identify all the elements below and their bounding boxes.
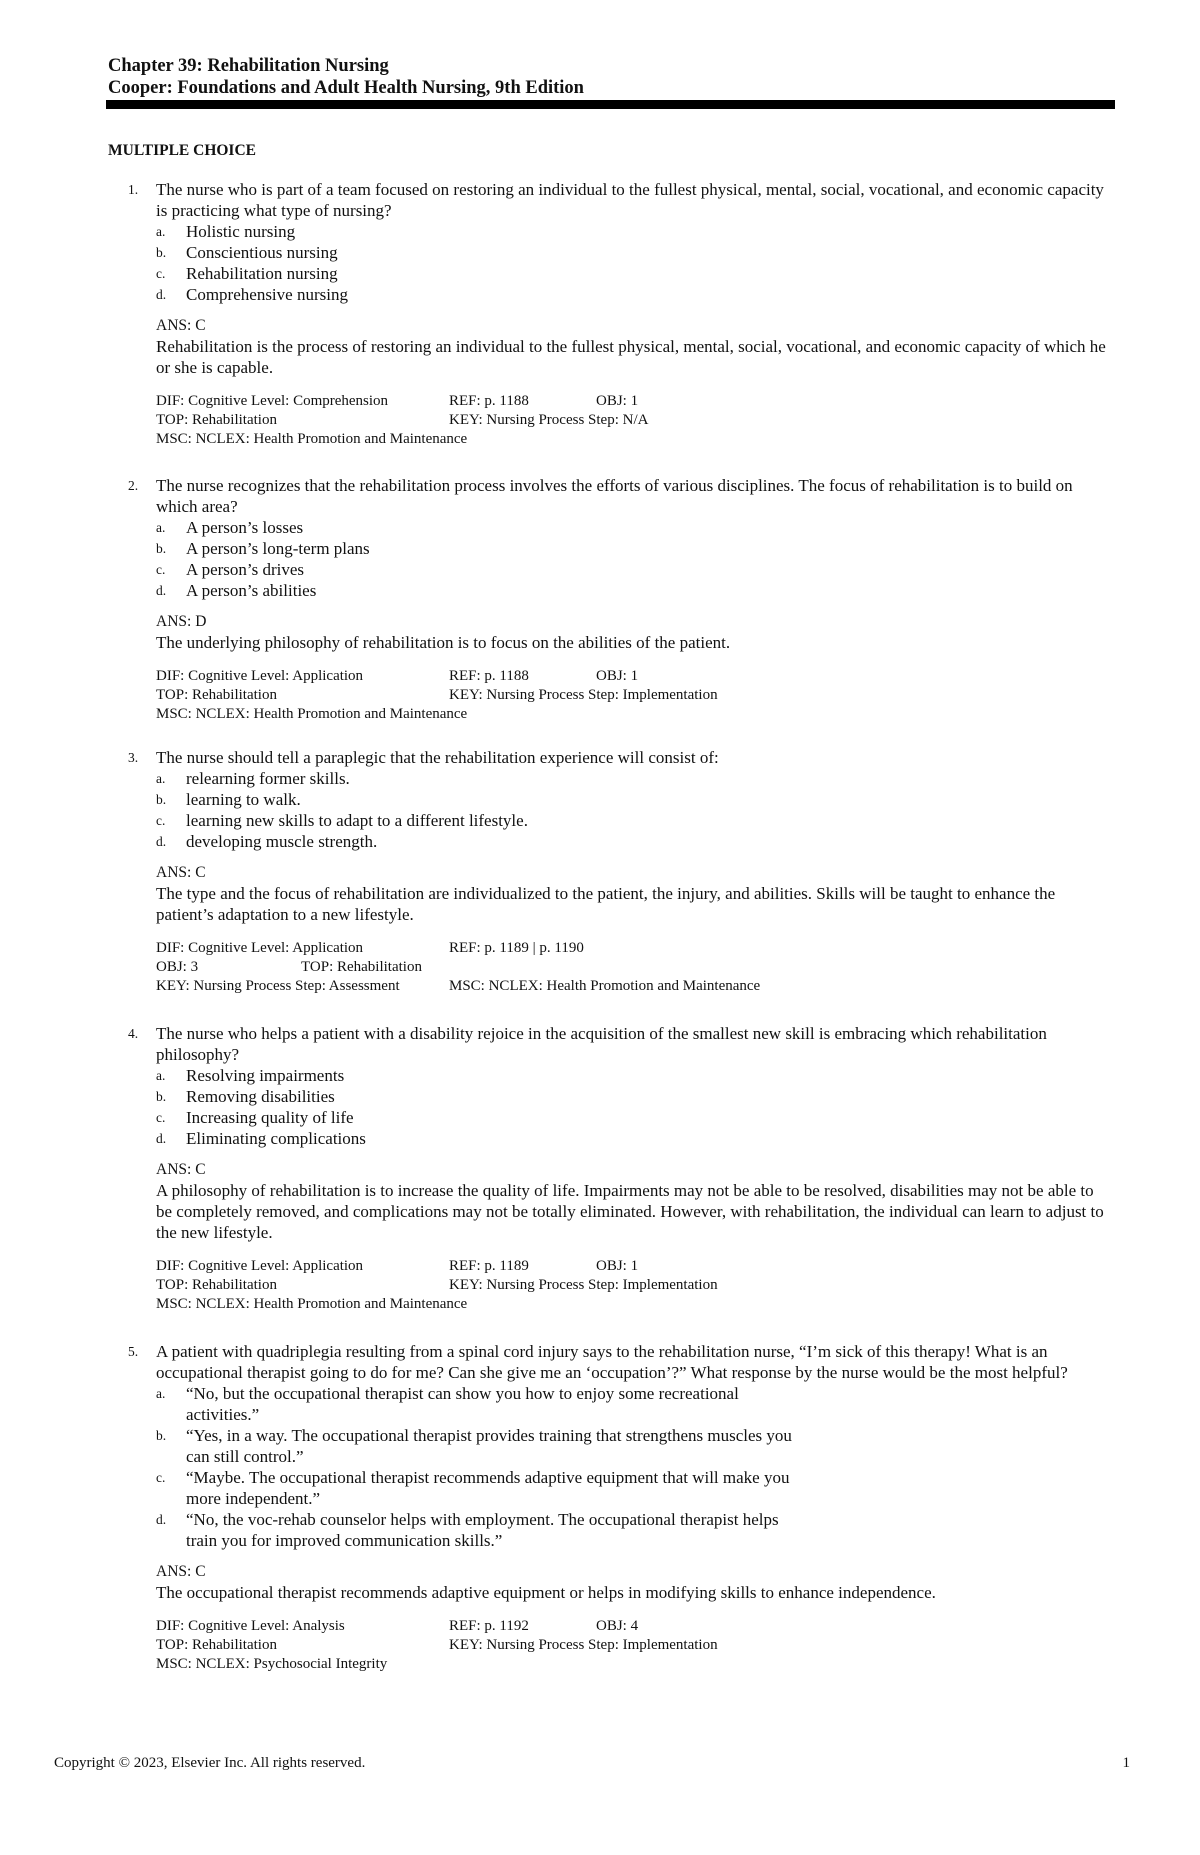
option-text: “No, but the occupational therapist can show you how to enjoy some recreational activities.” — [186, 1384, 739, 1424]
meta-dif: DIF: Cognitive Level: Application — [156, 1258, 364, 1274]
meta-ref: REF: p. 1188 — [449, 668, 529, 684]
meta-key: KEY: Nursing Process Step: Assessment — [156, 978, 400, 994]
question-number: 3. — [128, 750, 139, 765]
option-d — [156, 284, 1111, 305]
answer-options — [156, 517, 1111, 601]
question-metadata — [156, 1617, 1056, 1675]
copyright-notice: Copyright © 2023, Elsevier Inc. All rights reserved. — [54, 1755, 366, 1771]
question-metadata — [156, 1257, 1056, 1315]
option-text: Conscientious nursing — [186, 243, 338, 262]
meta-msc: MSC: NCLEX: Health Promotion and Maintenance — [449, 978, 761, 994]
meta-obj: OBJ: 1 — [596, 1258, 639, 1274]
option-d — [156, 1128, 1111, 1149]
header-rule — [106, 100, 1115, 109]
option-letter: d. — [156, 1512, 167, 1527]
option-text: developing muscle strength. — [186, 832, 378, 851]
answer-options — [156, 221, 1111, 305]
meta-dif: DIF: Cognitive Level: Analysis — [156, 1618, 345, 1634]
meta-ref: REF: p. 1192 — [449, 1618, 529, 1634]
meta-key: KEY: Nursing Process Step: Implementation — [449, 1637, 718, 1653]
option-letter: a. — [156, 1068, 166, 1083]
question-4 — [0, 1023, 1200, 1315]
option-letter: a. — [156, 224, 166, 239]
option-letter: a. — [156, 520, 166, 535]
option-text: learning new skills to adapt to a different lifestyle. — [186, 811, 528, 830]
option-letter: b. — [156, 541, 167, 556]
answer-key: ANS: C — [156, 317, 206, 334]
option-a — [156, 768, 1111, 789]
option-letter: c. — [156, 266, 166, 281]
rationale: The underlying philosophy of rehabilitation is to focus on the abilities of the patient. — [156, 633, 731, 652]
option-letter: a. — [156, 771, 166, 786]
page-footer — [54, 1755, 1130, 1772]
rationale: A philosophy of rehabilitation is to increase the quality of life. Impairments may not be able to be resolved, disabilities may not be able to be completely removed, and complications may not be totally eliminated. However, with rehabilitation, the individual can learn to adjust to the new lifestyle. — [156, 1181, 1104, 1242]
section-title: MULTIPLE CHOICE — [108, 142, 256, 159]
meta-obj: OBJ: 1 — [596, 668, 639, 684]
question-metadata — [156, 667, 1056, 725]
option-b — [156, 1425, 806, 1467]
meta-obj: OBJ: 4 — [596, 1618, 639, 1634]
option-text: Comprehensive nursing — [186, 285, 348, 304]
book-title: Cooper: Foundations and Adult Health Nursing, 9th Edition — [108, 78, 584, 98]
option-c — [156, 1107, 1111, 1128]
option-text: Increasing quality of life — [186, 1108, 354, 1127]
meta-obj: OBJ: 3 — [156, 959, 199, 975]
question-3 — [0, 747, 1200, 997]
option-c — [156, 559, 1111, 580]
option-letter: d. — [156, 287, 167, 302]
option-letter: d. — [156, 834, 167, 849]
meta-key: KEY: Nursing Process Step: Implementation — [449, 1277, 718, 1293]
option-text: learning to walk. — [186, 790, 301, 809]
meta-key: KEY: Nursing Process Step: N/A — [449, 412, 649, 428]
question-stem: The nurse should tell a paraplegic that the rehabilitation experience will consist of: — [156, 748, 719, 767]
option-b — [156, 789, 1111, 810]
question-1 — [0, 179, 1200, 450]
meta-key: KEY: Nursing Process Step: Implementation — [449, 687, 718, 703]
meta-obj: OBJ: 1 — [596, 393, 639, 409]
meta-dif: DIF: Cognitive Level: Application — [156, 668, 364, 684]
option-letter: c. — [156, 1110, 166, 1125]
option-c — [156, 263, 1111, 284]
option-text: A person’s abilities — [186, 581, 317, 600]
question-number: 1. — [128, 182, 139, 197]
meta-top: TOP: Rehabilitation — [156, 412, 277, 428]
option-letter: c. — [156, 1470, 166, 1485]
meta-top: TOP: Rehabilitation — [156, 687, 277, 703]
option-letter: b. — [156, 1428, 167, 1443]
meta-dif: DIF: Cognitive Level: Comprehension — [156, 393, 389, 409]
option-letter: b. — [156, 792, 167, 807]
meta-msc: MSC: NCLEX: Health Promotion and Maintenance — [156, 706, 468, 722]
option-d — [156, 580, 1111, 601]
option-d — [156, 831, 1111, 852]
option-text: “No, the voc-rehab counselor helps with employment. The occupational therapist helps train you for improved communication skills.” — [186, 1510, 779, 1550]
chapter-title: Chapter 39: Rehabilitation Nursing — [108, 56, 389, 76]
rationale: The type and the focus of rehabilitation are individualized to the patient, the injury, and abilities. Skills will be taught to enhance the patient’s adaptation to a new lifestyle. — [156, 884, 1056, 924]
question-number: 2. — [128, 478, 139, 493]
question-metadata — [156, 392, 1056, 450]
answer-key: ANS: C — [156, 1563, 206, 1580]
option-text: Eliminating complications — [186, 1129, 366, 1148]
meta-ref: REF: p. 1189 | p. 1190 — [449, 940, 584, 956]
page-number: 1 — [1122, 1755, 1130, 1771]
page-header — [108, 55, 1114, 99]
question-stem: A patient with quadriplegia resulting from a spinal cord injury says to the rehabilitation nurse, “I’m sick of this therapy! What is an occupational therapist going to do for me? Can she give me an ‘occupation’?” What response by the nurse would be the most helpful? — [156, 1342, 1068, 1382]
option-c — [156, 810, 1111, 831]
option-text: A person’s losses — [186, 518, 304, 537]
question-5 — [0, 1341, 1200, 1675]
meta-msc: MSC: NCLEX: Psychosocial Integrity — [156, 1656, 388, 1672]
option-letter: d. — [156, 1131, 167, 1146]
option-b — [156, 242, 1111, 263]
option-letter: b. — [156, 245, 167, 260]
question-metadata — [156, 939, 1056, 997]
answer-options — [156, 1383, 1111, 1551]
question-stem: The nurse who helps a patient with a disability rejoice in the acquisition of the smallest new skill is embracing which rehabilitation philosophy? — [156, 1024, 1047, 1064]
question-stem: The nurse who is part of a team focused on restoring an individual to the fullest physical, mental, social, vocational, and economic capacity is practicing what type of nursing? — [156, 180, 1104, 220]
meta-top: TOP: Rehabilitation — [301, 959, 422, 975]
meta-ref: REF: p. 1188 — [449, 393, 529, 409]
option-text: A person’s drives — [186, 560, 305, 579]
option-text: “Maybe. The occupational therapist recommends adaptive equipment that will make you more independent.” — [186, 1468, 790, 1508]
option-text: relearning former skills. — [186, 769, 350, 788]
option-letter: c. — [156, 813, 166, 828]
option-a — [156, 221, 1111, 242]
answer-options — [156, 768, 1111, 852]
option-letter: d. — [156, 583, 167, 598]
question-number: 4. — [128, 1026, 139, 1041]
option-letter: c. — [156, 562, 166, 577]
answer-options — [156, 1065, 1111, 1149]
option-d — [156, 1509, 806, 1551]
option-a — [156, 1383, 806, 1425]
meta-dif: DIF: Cognitive Level: Application — [156, 940, 364, 956]
option-letter: a. — [156, 1386, 166, 1401]
meta-top: TOP: Rehabilitation — [156, 1637, 277, 1653]
option-text: Removing disabilities — [186, 1087, 335, 1106]
meta-msc: MSC: NCLEX: Health Promotion and Maintenance — [156, 1296, 468, 1312]
answer-key: ANS: D — [156, 613, 207, 630]
question-2 — [0, 475, 1200, 725]
option-text: Resolving impairments — [186, 1066, 345, 1085]
answer-key: ANS: C — [156, 864, 206, 881]
option-text: Rehabilitation nursing — [186, 264, 338, 283]
rationale: Rehabilitation is the process of restoring an individual to the fullest physical, mental, social, vocational, and economic capacity of which he or she is capable. — [156, 337, 1106, 377]
answer-key: ANS: C — [156, 1161, 206, 1178]
option-text: “Yes, in a way. The occupational therapist provides training that strengthens muscles you can still control.” — [186, 1426, 792, 1466]
option-b — [156, 1086, 1111, 1107]
option-c — [156, 1467, 806, 1509]
meta-top: TOP: Rehabilitation — [156, 1277, 277, 1293]
question-stem: The nurse recognizes that the rehabilitation process involves the efforts of various disciplines. The focus of rehabilitation is to build on which area? — [156, 476, 1073, 516]
option-a — [156, 1065, 1111, 1086]
option-a — [156, 517, 1111, 538]
option-b — [156, 538, 1111, 559]
option-letter: b. — [156, 1089, 167, 1104]
question-number: 5. — [128, 1344, 139, 1359]
meta-ref: REF: p. 1189 — [449, 1258, 529, 1274]
meta-msc: MSC: NCLEX: Health Promotion and Maintenance — [156, 431, 468, 447]
option-text: A person’s long-term plans — [186, 539, 370, 558]
rationale: The occupational therapist recommends adaptive equipment or helps in modifying skills to enhance independence. — [156, 1583, 936, 1602]
option-text: Holistic nursing — [186, 222, 296, 241]
